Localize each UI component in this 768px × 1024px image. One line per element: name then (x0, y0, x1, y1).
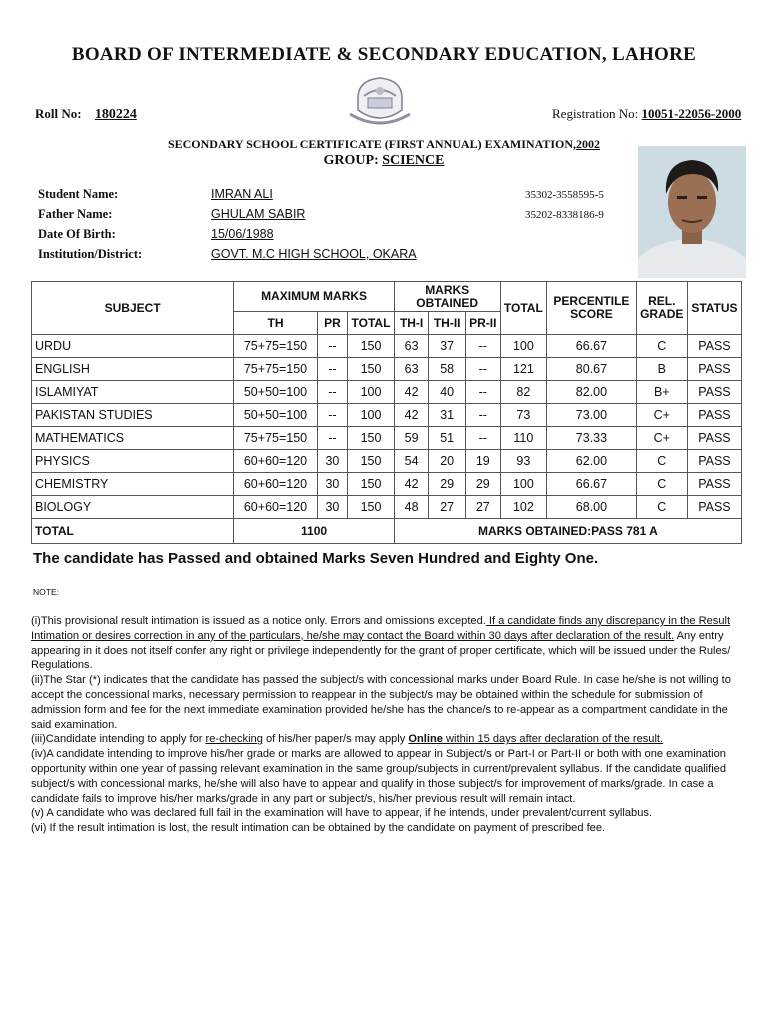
cell-max-total: 150 (348, 496, 395, 519)
total-max-marks: 1100 (234, 519, 395, 544)
table-header-row (32, 282, 742, 312)
table-row (32, 335, 742, 358)
header-subject: SUBJECT (32, 282, 234, 335)
roll-value: 180224 (94, 107, 137, 122)
cell-th: 60+60=120 (234, 473, 317, 496)
exam-year: 2002 (576, 137, 601, 151)
roll-number (35, 106, 137, 123)
cell-total: 102 (500, 496, 547, 519)
header-marks-obtained: MARKS OBTAINED (394, 282, 500, 312)
cell-pr2: -- (465, 381, 500, 404)
cell-percentile: 80.67 (547, 358, 636, 381)
note-3-d: Online (408, 733, 443, 746)
cell-status: PASS (687, 496, 741, 519)
cell-percentile: 66.67 (547, 335, 636, 358)
cell-th1: 54 (394, 450, 429, 473)
cell-max-total: 100 (348, 404, 395, 427)
cell-th2: 20 (429, 450, 466, 473)
cell-percentile: 66.67 (547, 473, 636, 496)
cell-pr2: 27 (465, 496, 500, 519)
cell-subject: PAKISTAN STUDIES (32, 404, 234, 427)
cell-total: 100 (500, 473, 547, 496)
registration-value: 10051-22056-2000 (641, 106, 742, 121)
cell-status: PASS (687, 450, 741, 473)
cell-percentile: 73.00 (547, 404, 636, 427)
student-cnic: 35302-3558595-5 (525, 189, 604, 201)
note-3-a: (iii)Candidate intending to apply for (31, 733, 206, 746)
cell-pr: 30 (317, 473, 348, 496)
cell-max-total: 150 (348, 335, 395, 358)
cell-th: 50+50=100 (234, 381, 317, 404)
cell-max-total: 150 (348, 358, 395, 381)
note-1-b: If a candidate finds any discrepancy in the Result Intimation or desires correction in any of the particulars, he/she may contact the Board within 30 days after declaration of the result. (31, 615, 731, 642)
table-row (32, 427, 742, 450)
cell-th: 75+75=150 (234, 358, 317, 381)
cell-max-total: 150 (348, 450, 395, 473)
cell-grade: C (636, 473, 687, 496)
header-th2: TH-II (429, 312, 466, 335)
cell-max-total: 100 (348, 381, 395, 404)
cell-percentile: 62.00 (547, 450, 636, 473)
note-2: (ii)The Star (*) indicates that the candidate has passed the subject/s with concessional marks under Board Rule. In case he/she is not willing to accept the concessional marks, necessary permission to reappear in the subject/s may be obtained within the schedule for submission of admission form and fee for the next immediate examination provided he/she has the chance/s to re-appear as a compartment candidate in the said examination. (31, 674, 731, 731)
cell-grade: C+ (636, 404, 687, 427)
note-5: (v) A candidate who was declared full fail in the examination will have to appear, if he intends, under prevalent/current syllabus. (31, 807, 652, 820)
roll-label: Roll No: (35, 106, 82, 121)
group-value: SCIENCE (382, 153, 445, 168)
cell-subject: BIOLOGY (32, 496, 234, 519)
cell-status: PASS (687, 335, 741, 358)
cell-pr2: -- (465, 404, 500, 427)
note-6: (vi) If the result intimation is lost, the result intimation can be obtained by the candidate on payment of prescribed fee. (31, 822, 606, 835)
cell-subject: PHYSICS (32, 450, 234, 473)
cell-total: 110 (500, 427, 547, 450)
cell-grade: C (636, 450, 687, 473)
cell-th2: 40 (429, 381, 466, 404)
cell-total: 82 (500, 381, 547, 404)
cell-pr2: -- (465, 358, 500, 381)
cell-status: PASS (687, 381, 741, 404)
cell-status: PASS (687, 404, 741, 427)
cell-grade: C (636, 335, 687, 358)
cell-th1: 42 (394, 404, 429, 427)
cell-total: 121 (500, 358, 547, 381)
table-row (32, 450, 742, 473)
board-title: BOARD OF INTERMEDIATE & SECONDARY EDUCATION, LAHORE (71, 44, 697, 65)
cell-th1: 42 (394, 473, 429, 496)
cell-pr2: 29 (465, 473, 500, 496)
cell-th: 75+75=150 (234, 335, 317, 358)
cell-th2: 58 (429, 358, 466, 381)
institution-value: GOVT. M.C HIGH SCHOOL, OKARA (211, 247, 417, 261)
institution-label: Institution/District: (38, 247, 143, 261)
header-max-marks: MAXIMUM MARKS (234, 282, 395, 312)
cell-total: 100 (500, 335, 547, 358)
cell-status: PASS (687, 473, 741, 496)
total-label: TOTAL (32, 519, 234, 544)
header-max-total: TOTAL (348, 312, 395, 335)
cell-pr: 30 (317, 496, 348, 519)
cell-th: 60+60=120 (234, 496, 317, 519)
cell-th: 60+60=120 (234, 450, 317, 473)
header-status: STATUS (687, 282, 741, 335)
cell-subject: ISLAMIYAT (32, 381, 234, 404)
cell-pr: -- (317, 427, 348, 450)
dob-value: 15/06/1988 (211, 227, 274, 241)
cell-th1: 42 (394, 381, 429, 404)
registration-label: Registration No: (552, 106, 639, 121)
cell-percentile: 82.00 (547, 381, 636, 404)
cell-grade: B (636, 358, 687, 381)
registration-number (552, 106, 741, 122)
student-name-value: IMRAN ALI (211, 187, 273, 201)
group-label: GROUP: (323, 153, 379, 168)
cell-status: PASS (687, 427, 741, 450)
cell-pr2: -- (465, 335, 500, 358)
cell-max-total: 150 (348, 427, 395, 450)
cell-status: PASS (687, 358, 741, 381)
cell-th: 75+75=150 (234, 427, 317, 450)
cell-th1: 48 (394, 496, 429, 519)
cell-pr2: -- (465, 427, 500, 450)
cell-th2: 51 (429, 427, 466, 450)
table-total-row (32, 519, 742, 544)
note-title: NOTE: (33, 587, 59, 597)
header-total: TOTAL (500, 282, 547, 335)
cell-th: 50+50=100 (234, 404, 317, 427)
note-1-a: (i)This provisional result intimation is issued as a notice only. Errors and omissions excepted. (31, 615, 486, 627)
cell-pr: 30 (317, 450, 348, 473)
header-th: TH (234, 312, 317, 335)
cell-pr: -- (317, 358, 348, 381)
cell-th2: 27 (429, 496, 466, 519)
total-marks-obtained: MARKS OBTAINED:PASS 781 A (394, 519, 741, 544)
cell-grade: C+ (636, 427, 687, 450)
cell-pr: -- (317, 381, 348, 404)
student-name-label: Student Name: (38, 187, 119, 201)
cell-total: 93 (500, 450, 547, 473)
note-3-c: of his/her paper/s may apply (262, 733, 409, 746)
dob-label: Date Of Birth: (38, 227, 116, 241)
cell-subject: MATHEMATICS (32, 427, 234, 450)
marks-table (31, 281, 742, 544)
cell-total: 73 (500, 404, 547, 427)
header-grade: REL. GRADE (636, 282, 687, 335)
cell-grade: C (636, 496, 687, 519)
board-logo-icon (344, 74, 416, 130)
table-row (32, 358, 742, 381)
table-row (32, 496, 742, 519)
cell-grade: B+ (636, 381, 687, 404)
cell-subject: ENGLISH (32, 358, 234, 381)
cell-pr2: 19 (465, 450, 500, 473)
notes (31, 614, 743, 836)
note-1-c: Any entry appearing in it does not itself confer any right or privilege independently for the grant of proper certificate, which will be issued under the Rules/ Regulations. (31, 629, 731, 672)
cell-percentile: 68.00 (547, 496, 636, 519)
cell-th1: 63 (394, 358, 429, 381)
header-percentile: PERCENTILE SCORE (547, 282, 636, 335)
exam-title-text: SECONDARY SCHOOL CERTIFICATE (FIRST ANNUAL) EXAMINATION, (167, 137, 577, 151)
father-cnic: 35202-8338186-9 (525, 209, 604, 221)
cell-th1: 59 (394, 427, 429, 450)
cell-max-total: 150 (348, 473, 395, 496)
cell-th2: 29 (429, 473, 466, 496)
cell-subject: URDU (32, 335, 234, 358)
note-3 (31, 732, 743, 747)
cell-pr: -- (317, 335, 348, 358)
table-row (32, 381, 742, 404)
note-4: (iv)A candidate intending to improve his/her grade or marks are allowed to appear in Subject/s or Part-I or Part-II or both with one examination opportunity within one year of passing relevant examination in the same group/subjects in current/prevalent syllabus. If the candidate qualified subject/s with concessional marks, he/she will also have to appear and qualify in those subject/s for improvement of marks/grade. In case a candidate fails to improve his/her marks/grade in any part or subject/s, his/her previous result will remain intact. (31, 748, 727, 805)
note-3-b: re-checking (205, 733, 263, 746)
note-1 (31, 614, 743, 673)
header-th1: TH-I (394, 312, 429, 335)
table-row (32, 404, 742, 427)
father-name-label: Father Name: (38, 207, 113, 221)
student-photo (638, 146, 746, 278)
cell-th2: 37 (429, 335, 466, 358)
note-3-e: within 15 days after declaration of the result. (442, 733, 664, 746)
table-row (32, 473, 742, 496)
father-name-value: GHULAM SABIR (211, 207, 306, 221)
cell-subject: CHEMISTRY (32, 473, 234, 496)
header-pr2: PR-II (465, 312, 500, 335)
result-summary: The candidate has Passed and obtained Marks Seven Hundred and Eighty One. (33, 550, 599, 567)
cell-th1: 63 (394, 335, 429, 358)
header-pr: PR (317, 312, 348, 335)
cell-pr: -- (317, 404, 348, 427)
cell-th2: 31 (429, 404, 466, 427)
cell-percentile: 73.33 (547, 427, 636, 450)
